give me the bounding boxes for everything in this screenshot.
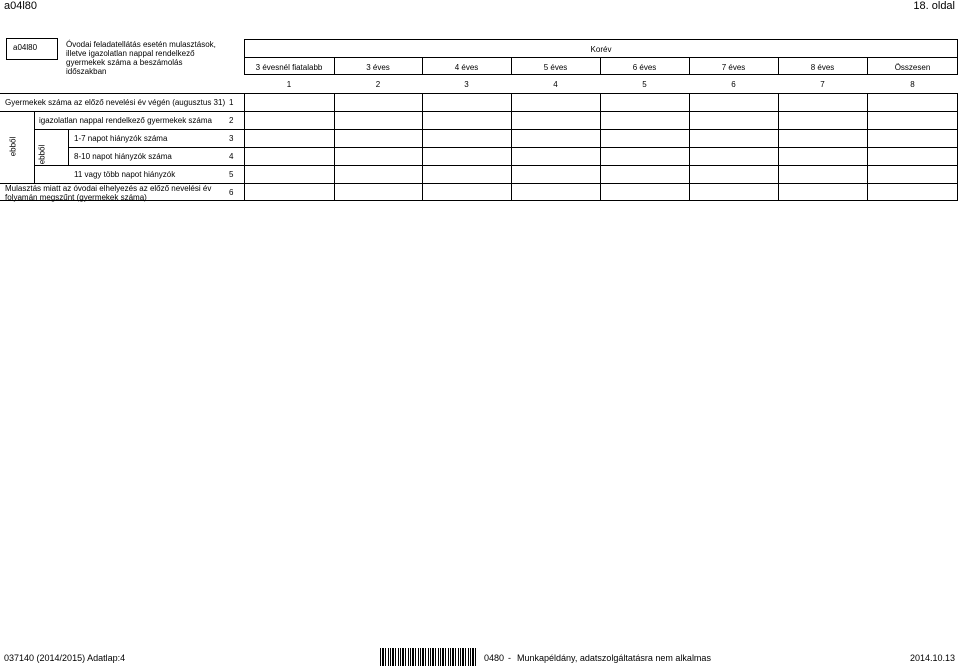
col-header: 7 éves — [721, 63, 746, 72]
form-title-line: illetve igazolatlan nappal rendelkező — [66, 49, 195, 58]
col-number: 7 — [820, 80, 825, 89]
group-header: Korév — [590, 45, 612, 54]
side-label-outer: ebből — [8, 136, 18, 157]
col-header: 6 éves — [632, 63, 657, 72]
form-title — [66, 40, 216, 76]
footer-separator: - — [508, 653, 511, 663]
row-label: 11 vagy több napot hiányzók — [74, 170, 176, 179]
form-title-line: gyermekek száma a beszámolás — [66, 58, 183, 67]
side-label-inner: ebből — [37, 144, 47, 165]
row-number: 3 — [229, 134, 234, 143]
col-header: Összesen — [894, 63, 931, 72]
col-number: 3 — [464, 80, 469, 89]
row-label: Gyermekek száma az előző nevelési év végén (augusztus 31) — [5, 98, 226, 107]
page-header-code: a04l80 — [4, 0, 38, 12]
row-number: 4 — [229, 152, 234, 161]
row-label-line: folyamán megszűnt (gyermekek száma) — [5, 193, 147, 202]
row-number: 1 — [229, 98, 234, 107]
barcode-image — [380, 648, 477, 666]
col-header: 4 éves — [454, 63, 479, 72]
col-number: 5 — [642, 80, 647, 89]
page-number: 18. oldal — [913, 0, 955, 12]
row-label-line: Mulasztás miatt az óvodai elhelyezés az előző nevelési év — [5, 184, 212, 193]
col-number: 2 — [375, 80, 381, 89]
footer-left: 037140 (2014/2015) Adatlap:4 — [4, 653, 126, 663]
row-label: igazolatlan nappal rendelkező gyermekek száma — [39, 116, 212, 125]
footer-date: 2014.10.13 — [909, 653, 955, 663]
row-label: 1-7 napot hiányzók száma — [74, 134, 168, 143]
form-code: a04l80 — [13, 43, 38, 52]
col-header: 8 éves — [810, 63, 835, 72]
col-header: 3 éves — [366, 63, 390, 72]
col-number: 8 — [910, 80, 915, 89]
col-number: 4 — [553, 80, 558, 89]
row-label — [5, 184, 211, 202]
col-number: 1 — [286, 80, 292, 89]
row-number: 5 — [229, 170, 234, 179]
form-title-line: Óvodai feladatellátás esetén mulasztások, — [66, 40, 216, 49]
form-code-box — [6, 38, 58, 60]
row-label: 8-10 napot hiányzók száma — [74, 152, 172, 161]
footer-description: Munkapéldány, adatszolgáltatásra nem alkalmas — [517, 653, 711, 663]
col-header: 5 éves — [543, 63, 568, 72]
form-title-line: időszakban — [66, 67, 107, 76]
row-number: 2 — [229, 116, 234, 125]
row-number: 6 — [229, 188, 234, 197]
footer-code: 0480 — [484, 653, 505, 663]
col-number: 6 — [731, 80, 736, 89]
col-header: 3 évesnél fiatalabb — [255, 63, 323, 72]
